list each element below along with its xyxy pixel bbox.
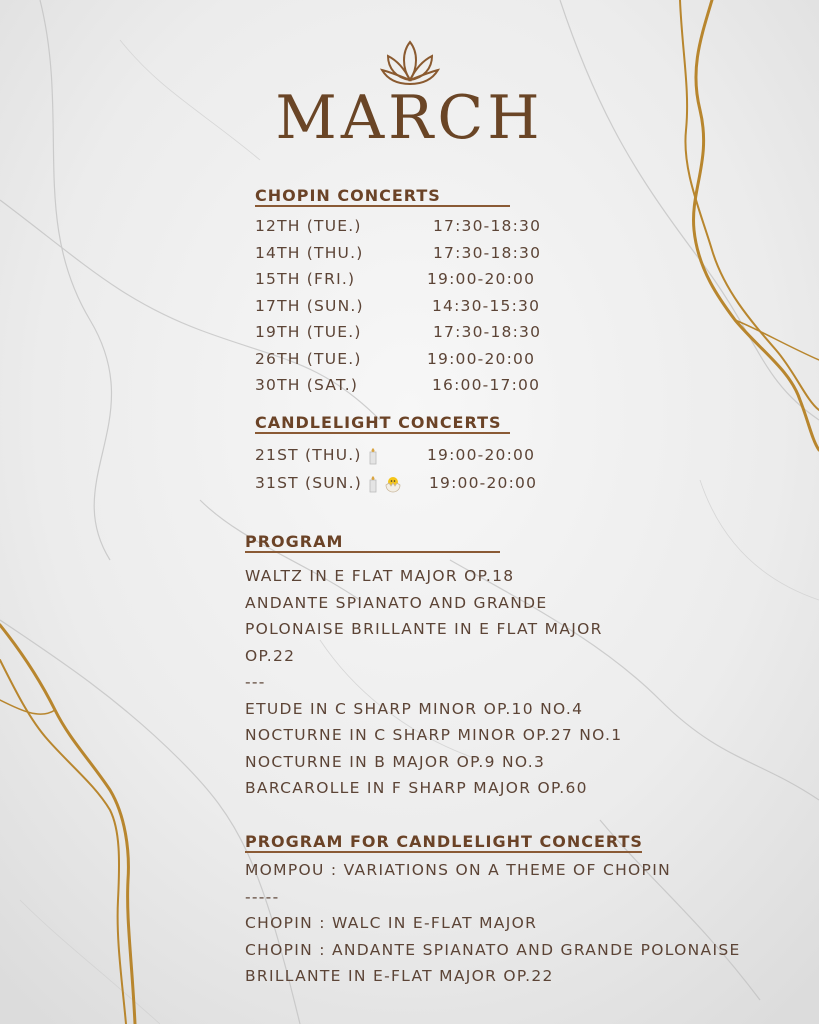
concert-date-with-icon: [255, 469, 402, 497]
program-line: WALTZ IN E FLAT MAJOR OP.18: [245, 567, 515, 585]
program-line: CHOPIN : ANDANTE SPIANATO AND GRANDE POLONAISE: [245, 940, 741, 959]
chopin-heading-rule: [255, 205, 510, 207]
concert-date: 21ST (THU.): [255, 446, 362, 464]
schedule-row: [255, 441, 555, 469]
program-line: NOCTURNE IN B MAJOR OP.9 NO.3: [245, 752, 546, 771]
program-line: OP.22: [245, 646, 296, 665]
candle-icon: [366, 475, 380, 493]
schedule-row: [255, 213, 555, 240]
schedule-row: [255, 319, 555, 346]
concert-date: 31ST (SUN.): [255, 474, 362, 492]
program-line: POLONAISE BRILLANTE IN E FLAT MAJOR: [245, 620, 603, 638]
candlelight-heading-rule: [255, 432, 510, 434]
chopin-schedule: [255, 213, 555, 399]
lotus-icon: [380, 38, 440, 88]
program-line: NOCTURNE IN C SHARP MINOR OP.27 NO.1: [245, 726, 623, 744]
schedule-row: [255, 346, 555, 373]
program-line: ANDANTE SPIANATO AND GRANDE: [245, 593, 548, 612]
concert-time: 14:30-15:30: [432, 296, 541, 315]
concert-date-with-icon: [255, 441, 380, 469]
schedule-row: [255, 240, 555, 267]
concert-date: 26TH (TUE.): [255, 349, 362, 368]
concert-time: 19:00-20:00: [427, 270, 536, 288]
concert-time: 17:30-18:30: [433, 217, 542, 235]
schedule-row: [255, 293, 555, 320]
concert-date: 12TH (TUE.): [255, 217, 362, 235]
concert-time: 17:30-18:30: [433, 323, 542, 341]
chopin-concerts-heading: CHOPIN CONCERTS: [255, 186, 441, 205]
program-separator: -----: [245, 887, 280, 906]
schedule-row: [255, 372, 555, 399]
schedule-row: [255, 469, 555, 497]
candlelight-program-heading: PROGRAM FOR CANDLELIGHT CONCERTS: [245, 832, 643, 851]
program-line: BARCAROLLE IN F SHARP MAJOR OP.60: [245, 779, 588, 797]
program-line: MOMPOU : VARIATIONS ON A THEME OF CHOPIN: [245, 861, 671, 879]
candlelight-program-list: [245, 857, 741, 990]
candlelight-concerts-heading: CANDLELIGHT CONCERTS: [255, 413, 502, 432]
program-heading: PROGRAM: [245, 532, 344, 551]
program-line: CHOPIN : WALC IN E-FLAT MAJOR: [245, 914, 538, 932]
concert-time: 19:00-20:00: [429, 474, 538, 492]
concert-time: 19:00-20:00: [427, 349, 536, 368]
candlelight-program-rule: [245, 851, 642, 853]
concert-time: 19:00-20:00: [427, 446, 536, 464]
concert-time: 16:00-17:00: [432, 376, 541, 394]
hatching-chick-icon: [384, 475, 402, 493]
program-line: ETUDE IN C SHARP MINOR OP.10 NO.4: [245, 699, 584, 718]
program-separator: ---: [245, 673, 266, 691]
candlelight-schedule: [255, 441, 555, 497]
concert-date: 30TH (SAT.): [255, 376, 359, 394]
program-list: [245, 563, 622, 802]
schedule-row: [255, 266, 555, 293]
candle-icon: [366, 447, 380, 465]
program-heading-rule: [245, 551, 500, 553]
concert-time: 17:30-18:30: [433, 243, 542, 262]
concert-date: 15TH (FRI.): [255, 270, 356, 288]
concert-date: 17TH (SUN.): [255, 296, 364, 315]
page-title: MARCH: [275, 83, 544, 153]
concert-date: 19TH (TUE.): [255, 323, 362, 341]
program-line: BRILLANTE IN E-FLAT MAJOR OP.22: [245, 967, 554, 985]
concert-date: 14TH (THU.): [255, 243, 364, 262]
